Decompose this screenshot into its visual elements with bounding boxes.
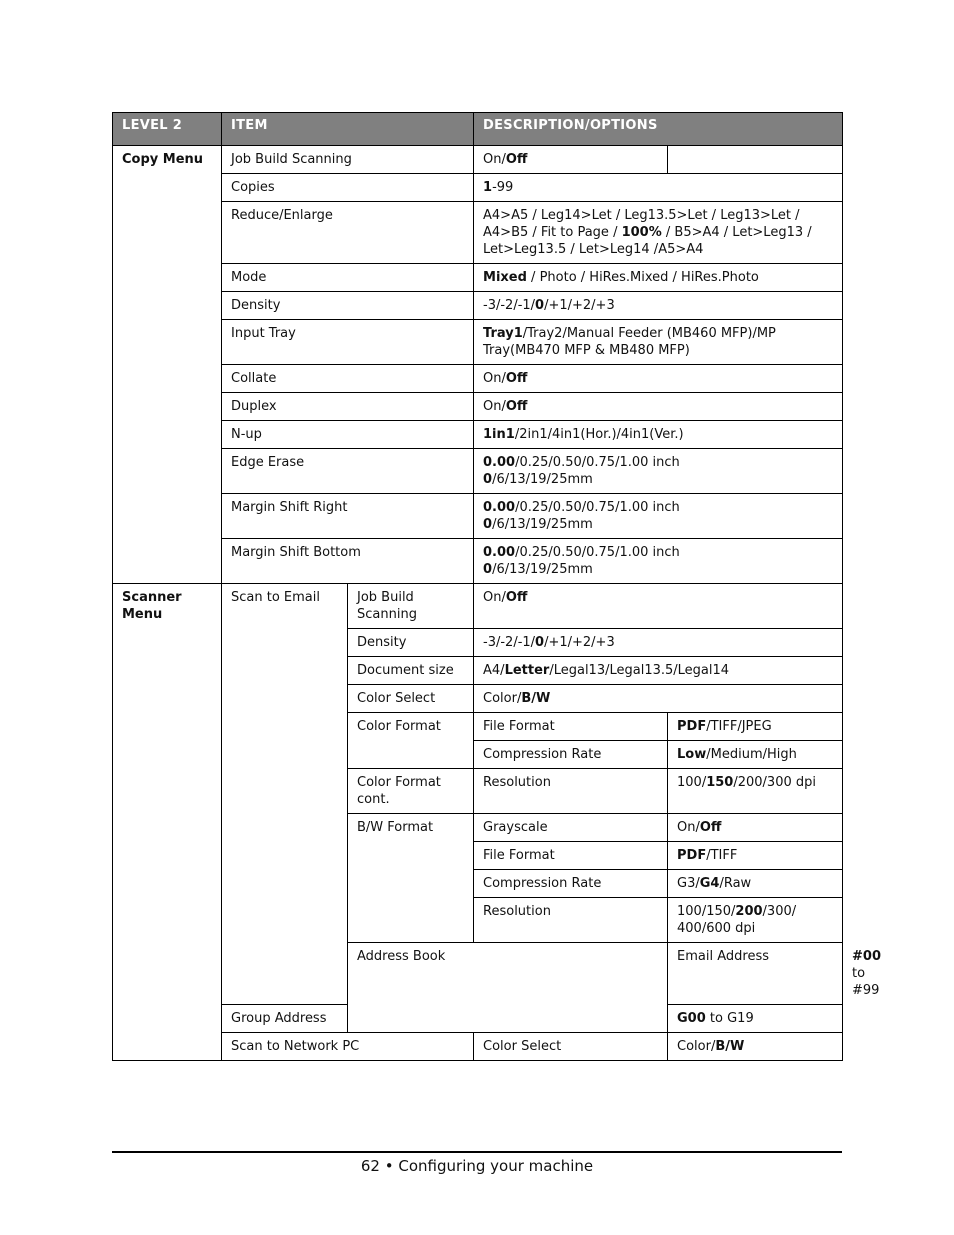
table-row [113,174,843,202]
option-cell: 0.00/0.25/0.50/0.75/1.00 inch 0/6/13/19/25mm [474,494,843,539]
setting-cell: Resolution [474,898,668,943]
setting-cell: Email Address [668,943,843,1005]
option-cell: 100/150/200/300/ 400/600 dpi [668,898,843,943]
table-row [113,421,843,449]
subitem-cell: Color Format [348,713,474,769]
item-cell: Edge Erase [222,449,474,494]
subitem-cell: B/W Format [348,814,474,943]
option-cell: On/Off [474,584,843,629]
footer-bullet: • [384,1157,394,1175]
empty-cell [668,146,843,174]
table-row [113,1033,843,1061]
item-cell: Scan to Network PC [222,1033,474,1061]
footer-divider [112,1151,842,1153]
table-row [113,494,843,539]
setting-cell: Resolution [474,769,668,814]
option-cell: On/Off [474,365,843,393]
item-cell: Collate [222,365,474,393]
item-cell: Input Tray [222,320,474,365]
setting-cell: File Format [474,842,668,870]
page-footer [0,1157,954,1175]
option-cell: On/Off [474,146,668,174]
setting-cell: Compression Rate [474,870,668,898]
subitem-cell: Document size [348,657,474,685]
option-cell: A4>A5 / Leg14>Let / Leg13.5>Let / Leg13>Let / A4>B5 / Fit to Page / 100% / B5>A4 / Let>Leg13 / Let>Leg13.5 / Let>Leg14 /A5>A4 [474,202,843,264]
subitem-cell: Density [348,629,474,657]
chapter-title: Configuring your machine [398,1157,594,1175]
item-cell: Address Book [348,943,668,1033]
section-scanner-menu: Scanner Menu [113,584,222,1061]
table-row [113,393,843,421]
subitem-cell: Color Select [348,685,474,713]
table-row [113,320,843,365]
subitem-cell: Color Format cont. [348,769,474,814]
table-row [113,292,843,320]
option-cell: 1-99 [474,174,843,202]
section-copy-menu: Copy Menu [113,146,222,584]
item-cell: Duplex [222,393,474,421]
page-number: 62 [360,1157,380,1175]
option-cell: -3/-2/-1/0/+1/+2/+3 [474,292,843,320]
item-cell: Margin Shift Right [222,494,474,539]
option-cell: -3/-2/-1/0/+1/+2/+3 [474,629,843,657]
table-row [113,584,843,629]
option-cell: A4/Letter/Legal13/Legal13.5/Legal14 [474,657,843,685]
table-row: Address Book Email Address #00 to #99 [113,943,843,1005]
table-row [113,365,843,393]
table-row [113,202,843,264]
option-cell: G3/G4/Raw [668,870,843,898]
item-cell: Job Build Scanning [222,146,474,174]
option-cell: Tray1/Tray2/Manual Feeder (MB460 MFP)/MP Tray(MB470 MFP & MB480 MFP) [474,320,843,365]
option-cell: 100/150/200/300 dpi [668,769,843,814]
item-cell: Reduce/Enlarge [222,202,474,264]
option-cell: G00 to G19 [668,1005,843,1033]
item-scan-to-email: Scan to Email [222,584,348,1005]
setting-cell: Color Select [474,1033,668,1061]
table-header-row [113,113,843,146]
setting-cell: Compression Rate [474,741,668,769]
item-cell: Copies [222,174,474,202]
setting-cell: File Format [474,713,668,741]
table-row [113,449,843,494]
table-row [113,146,843,174]
option-cell: Mixed / Photo / HiRes.Mixed / HiRes.Photo [474,264,843,292]
table-row [113,539,843,584]
option-cell: PDF/TIFF [668,842,843,870]
item-cell: Density [222,292,474,320]
option-cell: On/Off [668,814,843,842]
header-level2: LEVEL 2 [113,113,222,146]
item-cell: Margin Shift Bottom [222,539,474,584]
header-description: DESCRIPTION/OPTIONS [474,113,843,146]
option-cell: PDF/TIFF/JPEG [668,713,843,741]
table-row [113,264,843,292]
option-cell: Low/Medium/High [668,741,843,769]
option-cell: On/Off [474,393,843,421]
item-cell: Mode [222,264,474,292]
setting-cell: Grayscale [474,814,668,842]
subitem-cell: Job Build Scanning [348,584,474,629]
option-cell: 1in1/2in1/4in1(Hor.)/4in1(Ver.) [474,421,843,449]
menu-settings-table [112,112,881,1061]
setting-cell: Group Address [222,1005,348,1033]
item-cell: N-up [222,421,474,449]
option-cell: 0.00/0.25/0.50/0.75/1.00 inch 0/6/13/19/25mm [474,449,843,494]
option-cell: Color/B/W [668,1033,843,1061]
option-cell: 0.00/0.25/0.50/0.75/1.00 inch 0/6/13/19/25mm [474,539,843,584]
option-cell: Color/B/W [474,685,843,713]
header-item: ITEM [222,113,474,146]
